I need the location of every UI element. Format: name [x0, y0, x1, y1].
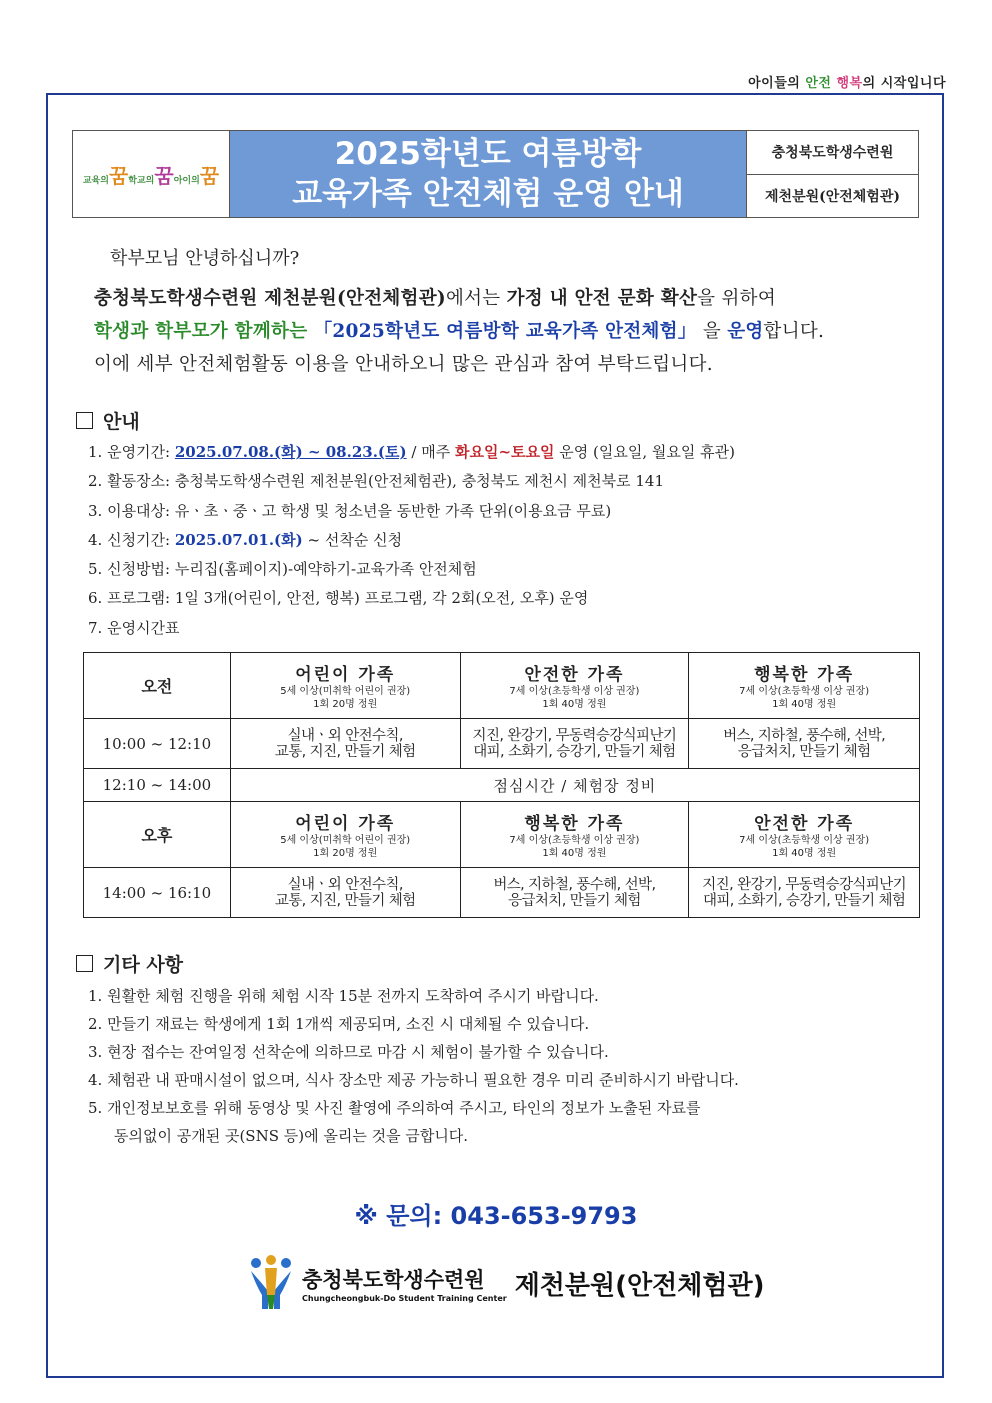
branch-name: 제천분원(안전체험관) — [747, 174, 918, 218]
section-info-heading: 안내 — [76, 407, 140, 434]
page-title — [230, 131, 746, 217]
logo — [73, 131, 230, 217]
title-line-1: 2025학년도 여름방학 — [334, 136, 642, 172]
list-item: 5. 신청방법: 누리집(홈페이지)-예약하기-교육가족 안전체험 — [88, 560, 477, 579]
intro-paragraph: 충청북도학생수련원 제천분원(안전체험관)에서는 가정 내 안전 문화 확산을 위하여 학생과 학부모가 함께하는 「2025학년도 여름방학 교육가족 안전체험」 을 운영합니다. 이에 세부 안전체험활동 이용을 안내하오니 많은 관심과 참여 부탁드립니다. — [94, 288, 825, 375]
org-symbol-icon — [248, 1255, 294, 1311]
checkbox-square-icon — [76, 412, 93, 429]
am-prog-1: 실내ㆍ외 안전수칙, 교통, 지진, 만들기 체험 — [230, 719, 460, 769]
list-item: 1. 원활한 체험 진행을 위해 체험 시작 15분 전까지 도착하여 주시기 바랍니다. — [88, 987, 599, 1005]
title-line-2: 교육가족 안전체험 운영 안내 — [292, 176, 684, 212]
lunch-time: 12:10 ~ 14:00 — [84, 769, 231, 802]
schedule-table — [83, 652, 920, 918]
org-name: 충청북도학생수련원 — [771, 145, 894, 162]
list-item: 4. 체험관 내 판매시설이 없으며, 식사 장소만 제공 가능하니 필요한 경우 미리 준비하시기 바랍니다. — [88, 1071, 739, 1089]
list-item: 6. 프로그램: 1일 3개(어린이, 안전, 행복) 프로그램, 각 2회(오전, 오후) 운영 — [88, 589, 589, 608]
pm-head-2: 행복한 가족 7세 이상(초등학생 이상 권장) 1회 40명 정원 — [460, 802, 689, 868]
footer-branch: 제천분원(안전체험관) — [514, 1270, 765, 1301]
pm-prog-3: 지진, 완강기, 무동력승강식피난기 대피, 소화기, 승강기, 만들기 체험 — [689, 868, 920, 918]
checkbox-square-icon — [76, 955, 93, 972]
lunch-break: 점심시간 / 체험장 정비 — [230, 769, 919, 802]
pm-prog-2: 버스, 지하철, 풍수해, 선박, 응급처치, 만들기 체험 — [460, 868, 689, 918]
list-item: 3. 이용대상: 유ㆍ초ㆍ중ㆍ고 학생 및 청소년을 동반한 가족 단위(이용요금 무료) — [88, 501, 612, 520]
am-head-2: 안전한 가족 7세 이상(초등학생 이상 권장) 1회 40명 정원 — [460, 653, 689, 719]
footer-logo — [248, 1255, 765, 1311]
list-item: 5. 개인정보보호를 위해 동영상 및 사진 촬영에 주의하여 주시고, 타인의 정보가 노출된 자료를 동의없이 공개된 곳(SNS 등)에 올리는 것을 금합니다. — [88, 1099, 701, 1145]
table-row — [84, 653, 920, 719]
pm-time: 14:00 ~ 16:10 — [84, 868, 231, 918]
list-item: 7. 운영시간표 — [88, 618, 180, 637]
am-head-1: 어린이 가족 5세 이상(미취학 어린이 권장) 1회 20명 정원 — [230, 653, 460, 719]
pm-label: 오후 — [84, 802, 231, 868]
list-item: 2. 활동장소: 충청북도학생수련원 제천분원(안전체험관), 충청북도 제천시 제천북로 141 — [88, 472, 665, 491]
list-item: 4. 신청기간: 2025.07.01.(화) ~ 선착순 신청 — [88, 530, 403, 549]
section-etc-heading: 기타 사항 — [76, 950, 183, 977]
pm-prog-1: 실내ㆍ외 안전수칙, 교통, 지진, 만들기 체험 — [230, 868, 460, 918]
table-row — [84, 769, 920, 802]
list-item: 3. 현장 접수는 잔여일정 선착순에 의하므로 마감 시 체험이 불가할 수 있습니다. — [88, 1043, 609, 1061]
slogan: 아이들의 안전 행복의 시작입니다 — [748, 76, 946, 91]
table-row — [84, 802, 920, 868]
pm-head-3: 안전한 가족 7세 이상(초등학생 이상 권장) 1회 40명 정원 — [689, 802, 920, 868]
org-box — [746, 131, 918, 217]
pm-head-1: 어린이 가족 5세 이상(미취학 어린이 권장) 1회 20명 정원 — [230, 802, 460, 868]
am-label: 오전 — [84, 653, 231, 719]
list-item: 1. 운영기간: 2025.07.08.(화) ~ 08.23.(토) / 매주 화요일~토요일 운영 (일요일, 월요일 휴관) — [88, 443, 735, 461]
table-row — [84, 868, 920, 918]
am-time: 10:00 ~ 12:10 — [84, 719, 231, 769]
contact-phone: ※ 문의: 043-653-9793 — [354, 1202, 638, 1230]
etc-list — [88, 982, 918, 1150]
header — [72, 130, 919, 218]
info-list — [88, 438, 735, 643]
am-prog-3: 버스, 지하철, 풍수해, 선박, 응급처치, 만들기 체험 — [689, 719, 920, 769]
table-row — [84, 719, 920, 769]
list-item: 2. 만들기 재료는 학생에게 1회 1개씩 제공되며, 소진 시 대체될 수 있습니다. — [88, 1015, 590, 1033]
greeting: 학부모님 안녕하십니까? — [110, 248, 300, 269]
footer-org: 충청북도학생수련원 Chungcheongbuk-Do Student Training Center — [302, 1267, 507, 1303]
am-prog-2: 지진, 완강기, 무동력승강식피난기 대피, 소화기, 승강기, 만들기 체험 — [460, 719, 689, 769]
logo-text: 교육의꿈학교의꿈아이의꿈 — [82, 163, 220, 188]
am-head-3: 행복한 가족 7세 이상(초등학생 이상 권장) 1회 40명 정원 — [689, 653, 920, 719]
